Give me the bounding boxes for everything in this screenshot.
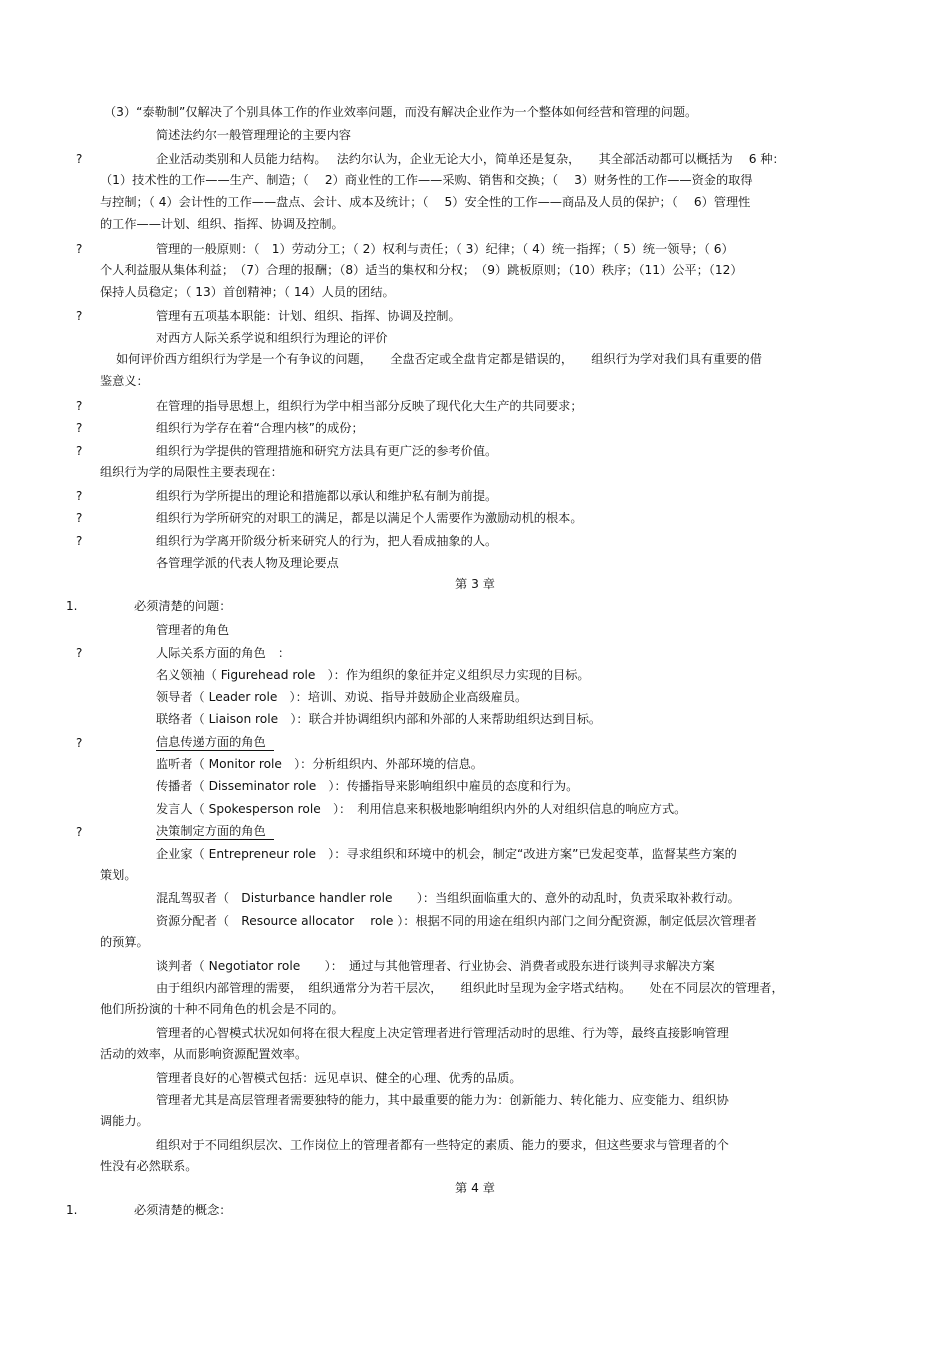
hierarchy-line1: 由于组织内部管理的需要， 组织通常分为若干层次， 组织此时呈现为金字塔式结构。 处在不同层次的管理者， <box>156 981 784 995</box>
evaluation-line2: 鉴意义： <box>100 374 149 388</box>
decisional-roles <box>156 823 274 840</box>
chapter-4-title: 第 4 章 <box>455 1181 495 1195</box>
heading-schools: 各管理学派的代表人物及理论要点 <box>156 556 339 570</box>
fayol-activities-line3: 与控制；（ 4）会计性的工作——盘点、会计、成本及统计；（ 5）安全性的工作——商品及人员的保护；（ 6）管理性 <box>100 195 751 209</box>
bullet-marker: ? <box>76 534 83 548</box>
hierarchy-line2: 他们所扮演的十种不同角色的机会是不同的。 <box>100 1002 344 1016</box>
role-entrepreneur-line1: 企业家（ Entrepreneur role ）：寻求组织和环境中的机会，制定“改进方案”已发起变革，监督某些方案的 <box>156 847 737 861</box>
list-number: 1. <box>66 599 78 613</box>
interpersonal-roles: 人际关系方面的角色 ： <box>156 646 291 660</box>
bullet-marker: ? <box>76 421 83 435</box>
limitation-2: 组织行为学所研究的对职工的满足，都是以满足个人需要作为激励动机的根本。 <box>156 511 583 525</box>
role-monitor: 监听者（ Monitor role ）：分析组织内、外部环境的信息。 <box>156 757 483 771</box>
heading-fayol: 简述法约尔一般管理理论的主要内容 <box>156 128 351 142</box>
must-know-concepts: 必须清楚的概念： <box>134 1203 232 1217</box>
role-figurehead: 名义领袖（ Figurehead role ）：作为组织的象征并定义组织尽力实现的目标。 <box>156 668 590 682</box>
mental-model-line2: 活动的效率，从而影响资源配置效率。 <box>100 1047 308 1061</box>
fayol-activities-line4: 的工作——计划、组织、指挥、协调及控制。 <box>100 217 344 231</box>
role-resource-allocator-line1: 资源分配者（ Resource allocator role ）：根据不同的用途在组织内部门之间分配资源，制定低层次管理者 <box>156 914 757 928</box>
bullet-marker: ? <box>76 511 83 525</box>
good-mental-model: 管理者良好的心智模式包括：远见卓识、健全的心理、优秀的品质。 <box>156 1071 522 1085</box>
role-liaison: 联络者（ Liaison role ）：联合并协调组织内部和外部的人来帮助组织达到目标。 <box>156 712 602 726</box>
heading-manager-roles: 管理者的角色 <box>156 623 230 637</box>
merit-3: 组织行为学提供的管理措施和研究方法具有更广泛的参考价值。 <box>156 444 498 458</box>
bullet-marker: ? <box>76 825 83 839</box>
limitation-3: 组织行为学离开阶级分析来研究人的行为，把人看成抽象的人。 <box>156 534 498 548</box>
must-know-questions: 必须清楚的问题： <box>134 599 232 613</box>
role-resource-allocator-line2: 的预算。 <box>100 935 149 949</box>
requirements-line1: 组织对于不同组织层次、工作岗位上的管理者都有一些特定的素质、能力的要求，但这些要求与管理者的个 <box>156 1138 729 1152</box>
informational-roles-label: 信息传递方面的角色 <box>156 734 274 751</box>
merit-2: 组织行为学存在着“合理内核”的成份； <box>156 421 364 435</box>
role-leader: 领导者（ Leader role ）：培训、劝说、指导并鼓励企业高级雇员。 <box>156 690 528 704</box>
fayol-functions: 管理有五项基本职能：计划、组织、指挥、协调及控制。 <box>156 309 461 323</box>
fayol-activities-line2: （1）技术性的工作——生产、制造；（ 2）商业性的工作——采购、销售和交换；（ 3）财务性的工作——资金的取得 <box>100 173 753 187</box>
bullet-marker: ? <box>76 242 83 256</box>
limitations-heading: 组织行为学的局限性主要表现在： <box>100 465 283 479</box>
abilities-line1: 管理者尤其是高层管理者需要独特的能力，其中最重要的能力为：创新能力、转化能力、应变能力、组织协 <box>156 1093 729 1107</box>
fayol-activities-line1: 企业活动类别和人员能力结构。 法约尔认为，企业无论大小，简单还是复杂， 其全部活动都可以概括为 6 种： <box>156 152 785 166</box>
fayol-principles-line2: 个人利益服从集体利益； （7）合理的报酬；（8）适当的集权和分权； （9）跳板原则；（10）秩序；（11）公平；（12） <box>100 263 743 277</box>
evaluation-line1: 如何评价西方组织行为学是一个有争议的问题， 全盘否定或全盘肯定都是错误的， 组织行为学对我们具有重要的借 <box>116 352 762 366</box>
bullet-marker: ? <box>76 444 83 458</box>
bullet-marker: ? <box>76 736 83 750</box>
informational-roles <box>156 734 274 751</box>
bullet-marker: ? <box>76 152 83 166</box>
paragraph-taylor: （3）“泰勒制”仅解决了个别具体工作的作业效率问题，而没有解决企业作为一个整体如何经营和管理的问题。 <box>104 105 698 119</box>
role-entrepreneur-line2: 策划。 <box>100 868 137 882</box>
abilities-line2: 调能力。 <box>100 1114 149 1128</box>
mental-model-line1: 管理者的心智模式状况如何将在很大程度上决定管理者进行管理活动时的思维、行为等，最终直接影响管理 <box>156 1026 729 1040</box>
role-disturbance-handler: 混乱驾驭者（ Disturbance handler role ）：当组织面临重大的、意外的动乱时，负责采取补救行动。 <box>156 891 740 905</box>
merit-1: 在管理的指导思想上，组织行为学中相当部分反映了现代化大生产的共同要求； <box>156 399 583 413</box>
fayol-principles-line3: 保持人员稳定；（ 13）首创精神；（ 14）人员的团结。 <box>100 285 395 299</box>
heading-western-theory: 对西方人际关系学说和组织行为理论的评价 <box>156 331 388 345</box>
fayol-principles-line1: 管理的一般原则：（ 1）劳动分工；（ 2）权利与责任；（ 3）纪律；（ 4）统一指挥；（ 5）统一领导；（ 6） <box>156 242 734 256</box>
role-disseminator: 传播者（ Disseminator role ）：传播指导来影响组织中雇员的态度和行为。 <box>156 779 579 793</box>
role-negotiator: 谈判者（ Negotiator role ）： 通过与其他管理者、行业协会、消费者或股东进行谈判寻求解决方案 <box>156 959 715 973</box>
list-number: 1. <box>66 1203 78 1217</box>
bullet-marker: ? <box>76 646 83 660</box>
chapter-3-title: 第 3 章 <box>455 577 495 591</box>
bullet-marker: ? <box>76 399 83 413</box>
decisional-roles-label: 决策制定方面的角色 <box>156 823 274 840</box>
limitation-1: 组织行为学所提出的理论和措施都以承认和维护私有制为前提。 <box>156 489 498 503</box>
role-spokesperson: 发言人（ Spokesperson role ）： 利用信息来积极地影响组织内外的人对组织信息的响应方式。 <box>156 802 687 816</box>
requirements-line2: 性没有必然联系。 <box>100 1159 198 1173</box>
bullet-marker: ? <box>76 309 83 323</box>
bullet-marker: ? <box>76 489 83 503</box>
